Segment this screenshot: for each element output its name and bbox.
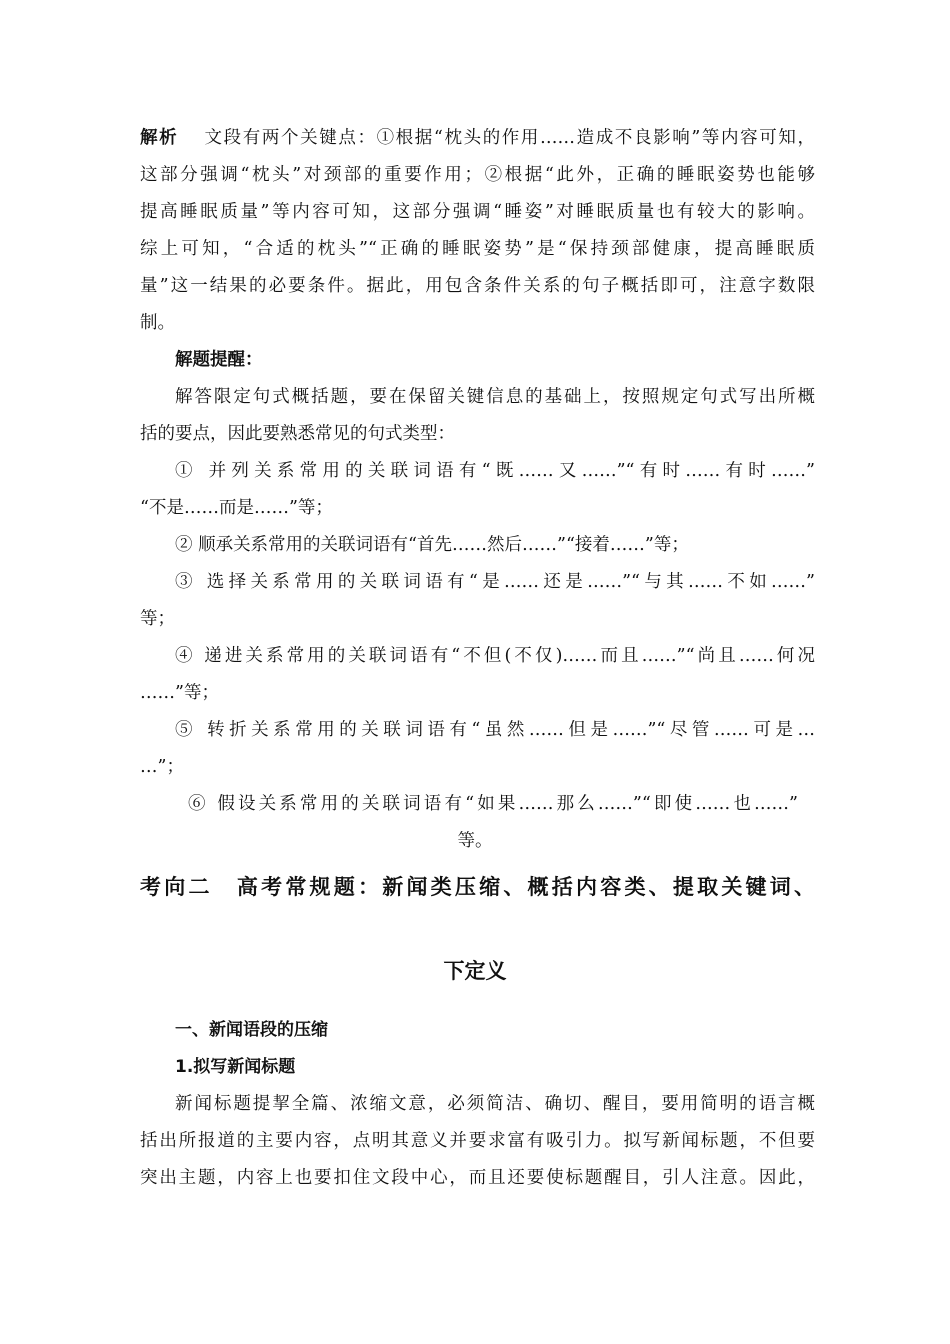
tips-item-2: ② 顺承关系常用的关联词语有“首先……然后……”“接着……”等； [175,535,689,555]
tips-item-4: ④ 递进关系常用的关联词语有“不但(不仅)……而且……”“尚且……何况 [175,646,815,666]
analysis-line-1 [140,126,815,150]
section-heading-line-2: 下定义 [443,959,507,983]
subsection-title: 一、新闻语段的压缩 [175,1020,328,1040]
section-heading-line-1: 考向二 高考常规题：新闻类压缩、概括内容类、提取关键词、 [140,875,815,899]
tips-item-3: ③ 选择关系常用的关联词语有“是……还是……”“与其……不如……” [175,572,815,592]
tips-item-5: ⑤ 转折关系常用的关联词语有“虽然……但是……”“尽管……可是… [175,720,815,740]
analysis-line-4: 综上可知，“合适的枕头”“正确的睡眠姿势”是“保持颈部健康，提高睡眠质 [140,239,815,259]
analysis-line-5: 量”这一结果的必要条件。据此，用包含条件关系的句子概括即可，注意字数限 [140,276,815,296]
tips-item-5-cont: …”； [140,757,184,777]
subsection-item-title: 1.拟写新闻标题 [175,1057,296,1077]
analysis-line-3: 提高睡眠质量”等内容可知，这部分强调“睡姿”对睡眠质量也有较大的影响。 [140,202,815,222]
tips-title: 解题提醒： [175,350,263,370]
analysis-line-2: 这部分强调“枕头”对颈部的重要作用；②根据“此外，正确的睡眠姿势也能够 [140,165,815,185]
tips-intro-line-1: 解答限定句式概括题，要在保留关键信息的基础上，按照规定句式写出所概 [175,387,815,407]
analysis-line-6: 制。 [140,313,175,333]
tips-item-6-cont: 等。 [457,831,493,851]
body-line-3: 突出主题，内容上也要扣住文段中心，而且还要使标题醒目，引人注意。因此， [140,1168,815,1188]
body-line-1: 新闻标题提挈全篇、浓缩文意，必须简洁、确切、醒目，要用简明的语言概 [175,1094,815,1114]
analysis-label: 解析 [140,128,179,148]
body-line-2: 括出所报道的主要内容，点明其意义并要求富有吸引力。拟写新闻标题，不但要 [140,1131,815,1151]
tips-intro-line-2: 括的要点，因此要熟悉常见的句式类型： [140,424,455,444]
tips-item-3-cont: 等； [140,609,175,629]
tips-item-6: ⑥ 假设关系常用的关联词语有“如果……那么……”“即使……也……” [188,794,798,814]
tips-item-1: ① 并列关系常用的关联词语有“既……又……”“有时……有时……” [175,461,815,481]
tips-item-4-cont: ……”等； [140,683,219,703]
analysis-text: 文段有两个关键点：①根据“枕头的作用……造成不良影响”等内容可知， [204,128,815,148]
tips-item-1-cont: “不是……而是……”等； [140,498,333,518]
